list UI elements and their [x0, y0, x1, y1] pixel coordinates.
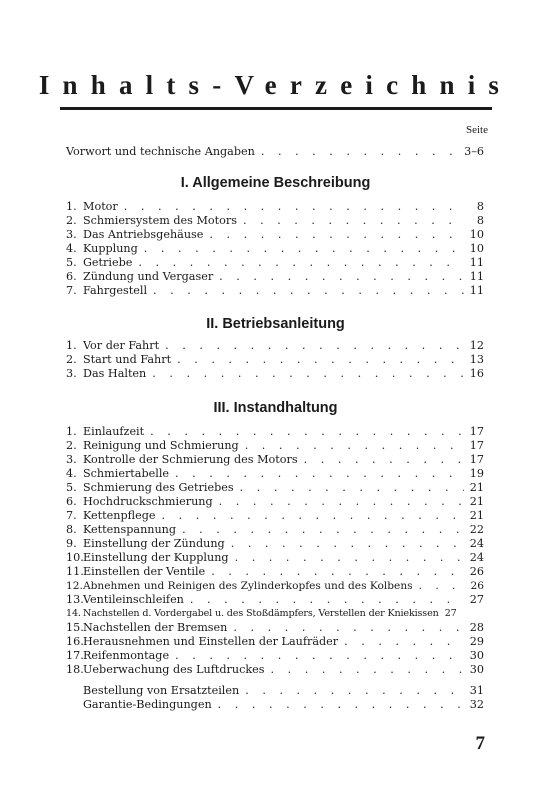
toc-entry	[66, 481, 484, 495]
toc-entry-page: 16	[469, 367, 484, 380]
toc-entry	[66, 367, 484, 381]
leader-dots	[304, 453, 464, 467]
toc-entry	[66, 425, 484, 439]
toc-entry-number: 9.	[66, 537, 77, 550]
toc-entry-text: Das Halten	[83, 367, 147, 380]
leader-dots	[175, 467, 464, 481]
toc-entry-text: Schmiersystem des Motors	[83, 214, 237, 227]
toc-entry-number: 2.	[66, 353, 77, 366]
toc-entry-page: 26	[469, 565, 484, 578]
leader-dots	[209, 228, 463, 242]
toc-entry-text: Zündung und Vergaser	[83, 270, 214, 283]
toc-entry-text: Ueberwachung des Luftdruckes	[83, 663, 265, 676]
toc-entry-page: 12	[469, 339, 484, 352]
toc-entry	[66, 649, 484, 663]
toc-entry-page: 29	[469, 635, 484, 648]
toc-entry-page: 21	[469, 495, 484, 508]
leader-dots	[144, 242, 464, 256]
toc-entry-text: Bestellung von Ersatzteilen	[83, 684, 240, 697]
leader-dots	[150, 425, 464, 439]
toc-entry-text: Herausnehmen und Einstellen der Laufräder	[83, 635, 339, 648]
toc-entry-page: 17	[469, 453, 484, 466]
toc-entry-page: 22	[469, 523, 484, 536]
toc-entry	[66, 339, 484, 353]
toc-entry-page: 28	[469, 621, 484, 634]
leader-dots	[175, 649, 464, 663]
toc-entry-page: 11	[469, 256, 484, 269]
toc-entry-number: 6.	[66, 495, 77, 508]
toc-entry-page: 10	[469, 228, 484, 241]
toc-entry-number: 13.	[66, 593, 84, 606]
toc-entry	[66, 565, 484, 579]
toc-entry-page: 11	[469, 284, 484, 297]
leader-dots	[138, 256, 463, 270]
toc-entry-page: 24	[469, 551, 484, 564]
toc-entry-page: 24	[469, 537, 484, 550]
toc-entry	[66, 439, 484, 453]
toc-entry	[66, 284, 484, 298]
leader-dots	[152, 367, 463, 381]
toc-entry-number: 1.	[66, 200, 77, 213]
toc-entry	[66, 200, 484, 214]
toc-entry-text: Hochdruckschmierung	[83, 495, 213, 508]
toc-entry	[66, 270, 484, 284]
section-heading-2: II. Betriebsanleitung	[206, 316, 345, 332]
leader-dots	[153, 284, 464, 298]
toc-entry-number: 5.	[66, 256, 77, 269]
toc-entry-text: Vor der Fahrt	[83, 339, 160, 352]
page-number: 7	[475, 733, 485, 754]
toc-entry	[66, 663, 484, 677]
toc-entry-number: 11.	[66, 565, 84, 578]
leader-dots	[240, 481, 464, 495]
leader-dots	[231, 537, 464, 551]
toc-entry-text: Motor	[83, 200, 118, 213]
toc-entry-number: 10.	[66, 551, 84, 564]
toc-entry-page: 32	[469, 698, 484, 711]
toc-entry	[66, 537, 484, 551]
toc-entry	[66, 579, 484, 593]
toc-entry-page: 11	[469, 270, 484, 283]
toc-entry-text: Vorwort und technische Angaben	[66, 145, 255, 158]
toc-entry-page: 17	[469, 439, 484, 452]
toc-entry-number: 3.	[66, 453, 77, 466]
toc-entry	[66, 523, 484, 537]
section-heading-1: I. Allgemeine Beschreibung	[180, 175, 371, 191]
toc-entry-text: Fahrgestell	[83, 284, 148, 297]
leader-dots	[218, 698, 464, 712]
toc-entry-text: Kettenspannung	[83, 523, 177, 536]
toc-entry-text: Kupplung	[83, 242, 138, 255]
toc-entry-page: 19	[469, 467, 484, 480]
leader-dots	[219, 495, 464, 509]
toc-entry-number: 3.	[66, 228, 77, 241]
toc-entry-number: 2.	[66, 439, 77, 452]
toc-entry	[66, 242, 484, 256]
toc-entry-number: 15.	[66, 621, 84, 634]
toc-entry-page: 27	[444, 608, 457, 619]
toc-entry-number: 16.	[66, 635, 84, 648]
toc-entry-page: 26	[470, 580, 484, 592]
page-title: Inhalts-Verzeichnis	[38, 70, 513, 100]
toc-entry-text: Getriebe	[83, 256, 133, 269]
leader-dots	[261, 145, 458, 159]
toc-entry-page: 30	[469, 649, 484, 662]
toc-entry-text: Einstellen der Ventile	[83, 565, 206, 578]
toc-entry	[66, 467, 484, 481]
toc-entry-text: Nachstellen der Bremsen	[83, 621, 228, 634]
leader-dots	[245, 439, 464, 453]
toc-entry-text: Reinigung und Schmierung	[83, 439, 239, 452]
toc-entry	[66, 551, 484, 565]
toc-entry-page: 21	[469, 509, 484, 522]
toc-entry-text: Abnehmen und Reinigen des Zylinderkopfes und des Kolbens	[83, 580, 413, 592]
leader-dots	[344, 635, 464, 649]
toc-entry	[66, 214, 484, 228]
toc-entry-text: Kettenpflege	[83, 509, 156, 522]
toc-entry-page: 27	[469, 593, 484, 606]
toc-entry-text: Einstellung der Zündung	[83, 537, 225, 550]
toc-entry-text: Schmierung des Getriebes	[83, 481, 234, 494]
toc-entry	[66, 635, 484, 649]
leader-dots	[419, 579, 464, 593]
toc-entry-number: 8.	[66, 523, 77, 536]
toc-entry-text: Kontrolle der Schmierung des Motors	[83, 453, 298, 466]
toc-entry-text: Nachstellen d. Vordergabel u. des Stoßdämpfers, Verstellen der Kniekissen	[83, 608, 439, 619]
leader-dots	[124, 200, 464, 214]
toc-entry	[66, 621, 484, 635]
toc-entry-number: 4.	[66, 242, 77, 255]
title-underline	[60, 107, 492, 110]
toc-entry-text: Start und Fahrt	[83, 353, 172, 366]
toc-entry-number: 1.	[66, 339, 77, 352]
toc-entry	[66, 228, 484, 242]
toc-entry-number: 7.	[66, 509, 77, 522]
toc-entry	[66, 495, 484, 509]
toc-entry-page: 8	[476, 214, 484, 227]
toc-entry-appendix	[83, 698, 484, 712]
section-heading-3: III. Instandhaltung	[213, 400, 338, 416]
toc-entry-number: 1.	[66, 425, 77, 438]
toc-entry-number: 17.	[66, 649, 84, 662]
toc-entry-page: 13	[469, 353, 484, 366]
toc-entry-text: Das Antriebsgehäuse	[83, 228, 204, 241]
leader-dots	[245, 684, 464, 698]
leader-dots	[219, 270, 464, 284]
toc-entry	[66, 509, 484, 523]
page-column-header: Seite	[466, 124, 488, 136]
toc-entry-page: 17	[469, 425, 484, 438]
toc-entry-number: 14.	[66, 608, 81, 619]
leader-dots	[211, 565, 464, 579]
toc-entry-preface	[66, 145, 484, 159]
toc-entry-text: Einlaufzeit	[83, 425, 145, 438]
leader-dots	[271, 663, 464, 677]
toc-entry-text: Einstellung der Kupplung	[83, 551, 229, 564]
toc-entry	[66, 353, 484, 367]
leader-dots	[243, 214, 464, 228]
leader-dots	[190, 593, 464, 607]
toc-entry	[66, 607, 484, 621]
toc-entry-page: 8	[476, 200, 484, 213]
leader-dots	[177, 353, 464, 367]
toc-entry	[66, 256, 484, 270]
toc-entry-page: 30	[469, 663, 484, 676]
toc-entry-number: 12.	[66, 580, 83, 592]
toc-entry-number: 3.	[66, 367, 77, 380]
toc-entry-page: 21	[469, 481, 484, 494]
toc-entry-page: 3–6	[464, 145, 484, 158]
toc-entry-number: 5.	[66, 481, 77, 494]
toc-entry	[66, 453, 484, 467]
leader-dots	[165, 339, 464, 353]
toc-entry-text: Garantie-Bedingungen	[83, 698, 212, 711]
toc-entry	[66, 593, 484, 607]
leader-dots	[162, 509, 464, 523]
toc-entry-number: 7.	[66, 284, 77, 297]
leader-dots	[233, 621, 463, 635]
toc-entry-number: 2.	[66, 214, 77, 227]
toc-entry-text: Schmiertabelle	[83, 467, 170, 480]
toc-entry-text: Ventileinschleifen	[83, 593, 184, 606]
toc-entry-text: Reifenmontage	[83, 649, 170, 662]
toc-entry-number: 6.	[66, 270, 77, 283]
leader-dots	[182, 523, 464, 537]
toc-entry-appendix	[83, 684, 484, 698]
leader-dots	[235, 551, 464, 565]
toc-entry-page: 10	[469, 242, 484, 255]
toc-entry-page: 31	[469, 684, 484, 697]
toc-entry-number: 18.	[66, 663, 84, 676]
toc-entry-number: 4.	[66, 467, 77, 480]
